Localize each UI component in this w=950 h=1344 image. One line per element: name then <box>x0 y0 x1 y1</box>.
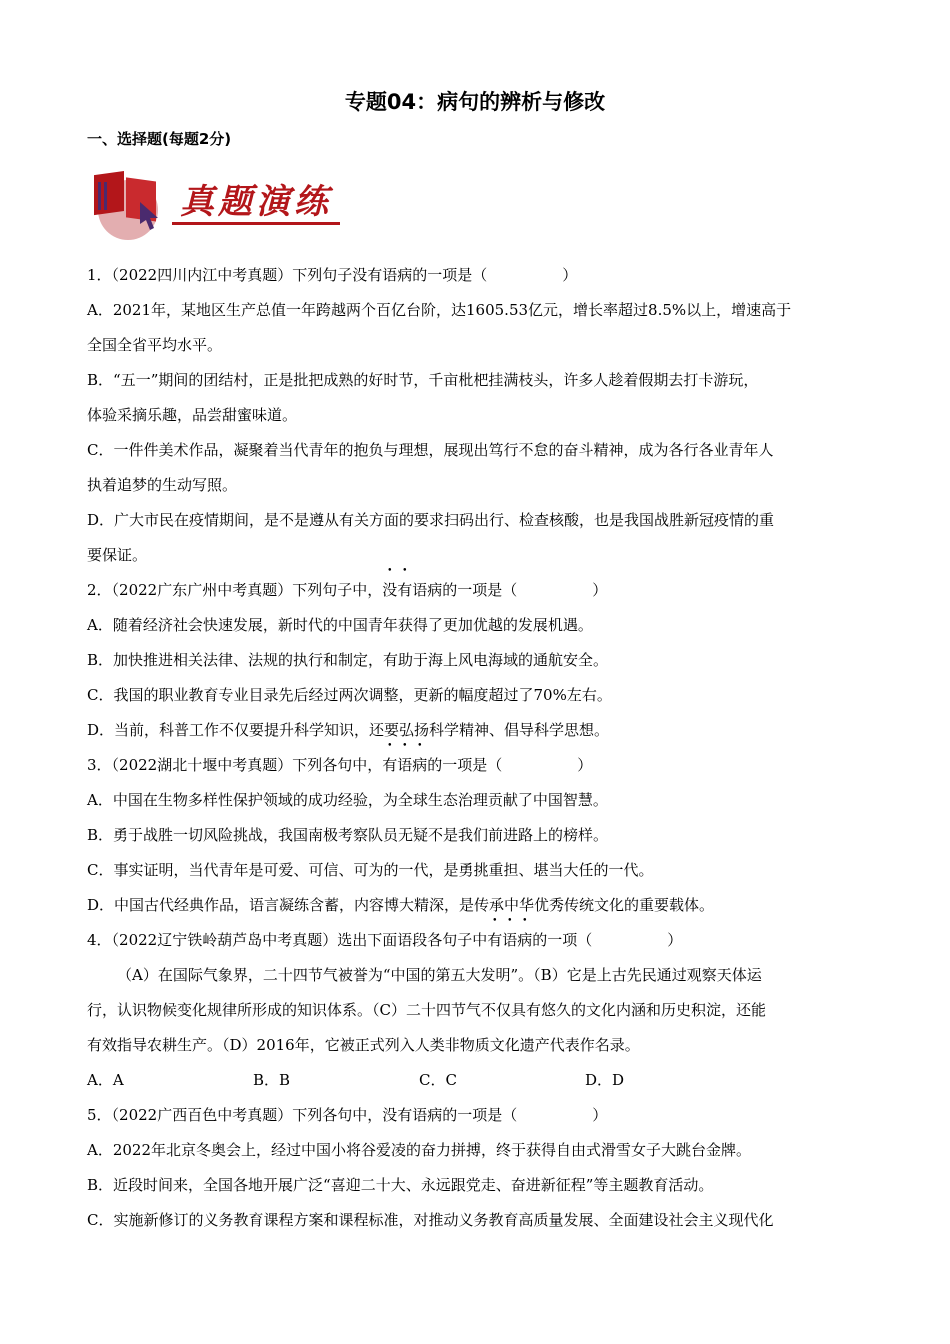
passage-line: （A）在国际气象界，二十四节气被誉为“中国的第五大发明”。（B）它是上古先民通过观察天体运 <box>117 966 762 984</box>
passage-line: 有效指导农耕生产。（D）2016年，它被正式列入人类非物质文化遗产代表作名录。 <box>87 1036 640 1054</box>
stem-suffix: 的一项是（ ） <box>427 756 593 774</box>
option-b: B．B <box>253 1071 291 1089</box>
passage-line: 行，认识物候变化规律所形成的知识体系。（C）二十四节气不仅具有悠久的文化内涵和历史积淀，还能 <box>87 1001 766 1019</box>
option-c: C．C <box>419 1071 457 1089</box>
question-4 <box>87 923 857 1098</box>
option-d: D．D <box>585 1071 625 1089</box>
option-a-cont: 全国全省平均水平。 <box>87 336 223 354</box>
section-heading: 一、选择题(每题2分) <box>87 130 232 148</box>
emphasis-char: 有 <box>487 931 503 949</box>
question-stem: 5．（2022广西百色中考真题）下列各句中，没有语病的一项是（ ） <box>87 1106 608 1124</box>
banner-underline <box>172 222 340 225</box>
option-b-cont: 体验采摘乐趣，品尝甜蜜味道。 <box>87 406 298 424</box>
stem-prefix: 3．（2022湖北十堰中考真题）下列各句中， <box>87 756 383 774</box>
option-a: A．A <box>87 1071 124 1089</box>
option-d: D．中国古代经典作品，语言凝练含蓄，内容博大精深，是传承中华优秀传统文化的重要载体。 <box>87 896 715 914</box>
option-d-cont: 要保证。 <box>87 546 148 564</box>
option-b: B．近段时间来，全国各地开展广泛“喜迎二十大、永远跟党走、奋进新征程”等主题教育活动。 <box>87 1176 714 1194</box>
question-2 <box>87 573 857 748</box>
option-c-cont: 执着追梦的生动写照。 <box>87 476 238 494</box>
banner <box>88 166 348 240</box>
option-c: C．一件件美术作品，凝聚着当代青年的抱负与理想，展现出笃行不怠的奋斗精神，成为各行各业青年人 <box>87 441 774 459</box>
option-a: A．2021年，某地区生产总值一年跨越两个百亿台阶，达1605.53亿元，增长率超过8.5%以上，增速高于 <box>87 301 792 319</box>
options-row <box>87 1063 857 1098</box>
page-title: 专题04：病句的辨析与修改 <box>344 90 606 114</box>
option-a: A．2022年北京冬奥会上，经过中国小将谷爱凌的奋力拼搏，终于获得自由式滑雪女子大跳台金牌。 <box>87 1141 752 1159</box>
question-stem <box>87 573 857 608</box>
question-stem <box>87 748 857 783</box>
banner-title: 真题演练 <box>180 182 332 222</box>
question-3 <box>87 748 857 923</box>
emphasis-char: 病 <box>412 756 428 774</box>
option-a: A．中国在生物多样性保护领域的成功经验，为全球生态治理贡献了中国智慧。 <box>87 791 608 809</box>
emphasis-char: 语 <box>502 931 518 949</box>
question-5 <box>87 1098 857 1238</box>
option-b: B．“五一”期间的团结村，正是批把成熟的好时节，千亩枇杷挂满枝头，许多人趁着假期去打卡游玩， <box>87 371 759 389</box>
option-a: A．随着经济社会快速发展，新时代的中国青年获得了更加优越的发展机遇。 <box>87 616 593 634</box>
question-1 <box>87 258 857 573</box>
emphasis-char: 没 <box>382 581 398 599</box>
stem-prefix: 4．（2022辽宁铁岭葫芦岛中考真题）选出下面语段各句子中 <box>87 931 488 949</box>
option-c: C．事实证明，当代青年是可爱、可信、可为的一代，是勇挑重担、堪当大任的一代。 <box>87 861 654 879</box>
emphasis-char: 语 <box>397 756 413 774</box>
stem-suffix: 的一项（ ） <box>532 931 683 949</box>
stem-prefix: 2．（2022广东广州中考真题）下列句子中， <box>87 581 383 599</box>
stem-suffix: 语病的一项是（ ） <box>412 581 608 599</box>
emphasis-char: 有 <box>382 756 398 774</box>
question-stem <box>87 923 857 958</box>
question-stem: 1．（2022四川内江中考真题）下列句子没有语病的一项是（ ） <box>87 266 578 284</box>
emphasis-char: 病 <box>517 931 533 949</box>
option-d: D．广大市民在疫情期间，是不是遵从有关方面的要求扫码出行、检查核酸，也是我国战胜新冠疫情的重 <box>87 511 775 529</box>
question-list <box>87 258 857 1238</box>
option-d: D．当前，科普工作不仅要提升科学知识，还要弘扬科学精神、倡导科学思想。 <box>87 721 610 739</box>
option-c: C．我国的职业教育专业目录先后经过两次调整，更新的幅度超过了70%左右。 <box>87 686 612 704</box>
option-b: B．勇于战胜一切风险挑战，我国南极考察队员无疑不是我们前进路上的榜样。 <box>87 826 609 844</box>
book-icon <box>88 166 168 240</box>
option-b: B．加快推进相关法律、法规的执行和制定，有助于海上风电海域的通航安全。 <box>87 651 609 669</box>
option-c: C．实施新修订的义务教育课程方案和课程标准，对推动义务教育高质量发展、全面建设社会主义现代化 <box>87 1211 774 1229</box>
emphasis-char: 有 <box>397 581 413 599</box>
